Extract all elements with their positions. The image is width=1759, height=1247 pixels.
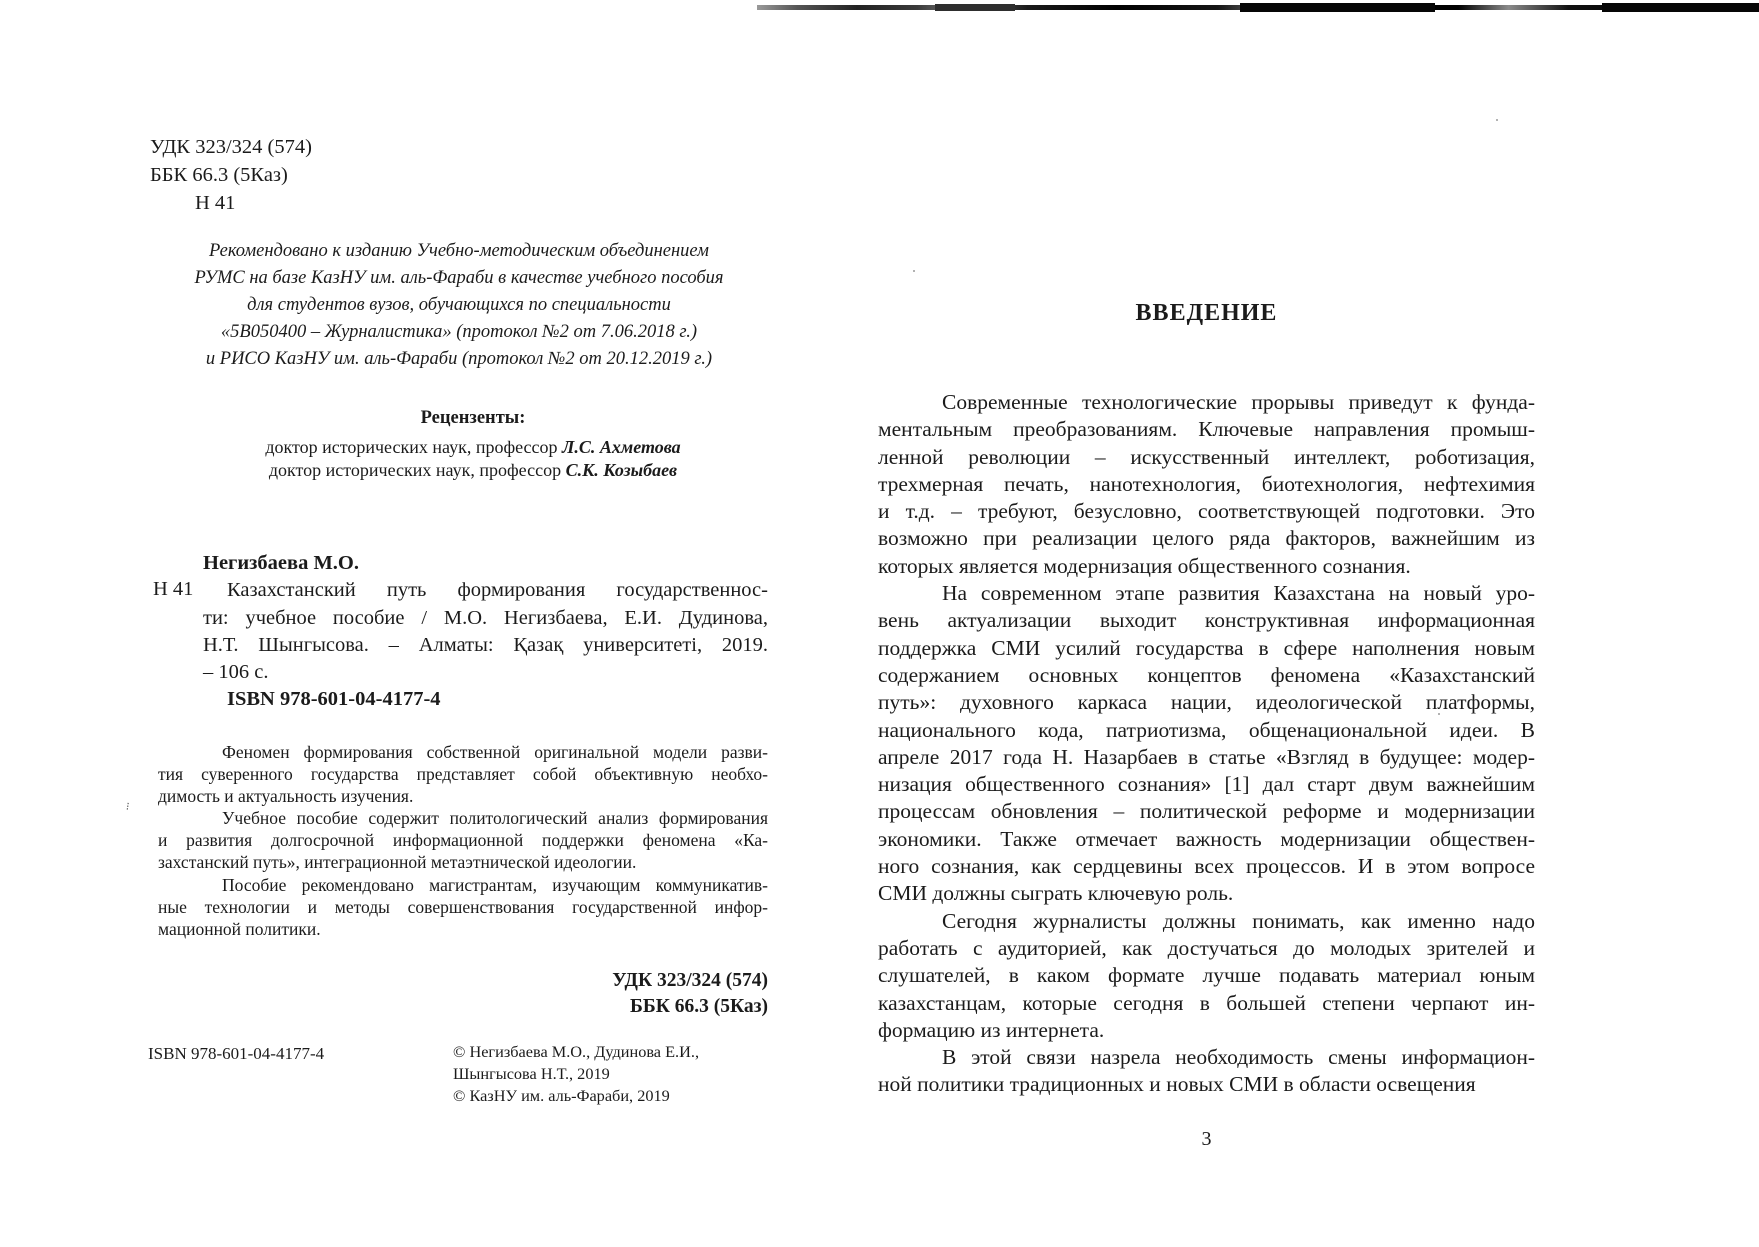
- recommendation-line: для студентов вузов, обучающихся по специальности: [247, 295, 671, 315]
- recommendation-line: и РИСО КазНУ им. аль-Фараби (протокол №2 от 20.12.2019 г.): [205, 349, 713, 369]
- annotation-paragraph: [158, 741, 768, 807]
- body-line: работать с аудиторией, как достучаться до молодых зрителей и: [878, 935, 1535, 960]
- recommendation-line: РУМС на базе КазНУ им. аль-Фараби в качестве учебного пособия: [194, 268, 724, 288]
- body-line: Сегодня журналисты должны понимать, как именно надо: [942, 908, 1535, 933]
- annotation-line: мационной политики.: [158, 918, 321, 939]
- chapter-body: [878, 389, 1535, 1099]
- author-sign-code: Н 41: [195, 192, 236, 214]
- annotation-line: Учебное пособие содержит политологический анализ формирования: [222, 808, 768, 829]
- body-line: низация общественного сознания» [1] дал старт двум важнейшим: [878, 772, 1535, 797]
- body-line: содержанием основных концептов феномена «Казахстанский: [878, 662, 1535, 687]
- body-paragraph: [878, 580, 1535, 908]
- annotation-line: ные технологии и методы совершенствования государственной инфор-: [158, 896, 768, 917]
- body-line: ной политики традиционных и новых СМИ в области освещения: [878, 1072, 1476, 1097]
- body-line: СМИ должны сыграть ключевую роль.: [878, 881, 1234, 906]
- reviewers-heading: Рецензенты:: [420, 408, 526, 428]
- body-line: слушателей, в каком формате лучше подавать материал юным: [878, 963, 1535, 988]
- bbk-code: ББК 66.3 (5Каз): [150, 164, 288, 186]
- body-line: и т.д. – требуют, безусловно, соответствующей подготовки. Это: [878, 499, 1535, 524]
- scan-edge-band-segment: [1240, 3, 1435, 12]
- annotation-line: Пособие рекомендовано магистрантам, изучающим коммуникатив-: [222, 874, 768, 895]
- annotation-paragraph: [158, 807, 768, 873]
- catalog-line: – 106 с.: [203, 661, 269, 684]
- catalog-author: Негизбаева М.О.: [203, 552, 359, 574]
- body-line: казахстанцам, которые сегодня в большей степени черпают ин-: [878, 990, 1535, 1015]
- annotation-paragraph: [158, 874, 768, 940]
- catalog-line: Казахстанский путь формирования государственнос-: [227, 579, 768, 602]
- annotation-line: тия суверенного государства представляет собой объективную необхо-: [158, 764, 768, 785]
- reviewer-entry: [164, 436, 782, 459]
- body-line: национального кода, патриотизма, общенациональной идеи. В: [878, 717, 1535, 742]
- bbk-code-bottom: ББК 66.3 (5Каз): [629, 996, 768, 1017]
- scan-edge-band-segment: [1602, 3, 1759, 12]
- reviewer-name: Л.С. Ахметова: [562, 437, 681, 457]
- annotation-line: димость и актуальность изучения.: [158, 786, 414, 807]
- isbn-bottom: ISBN 978-601-04-4177-4: [148, 1044, 325, 1063]
- body-line: трехмерная печать, нанотехнология, биотехнология, нефтехимия: [878, 471, 1535, 496]
- annotation-block: [158, 741, 768, 940]
- copyright-line: © Негизбаева М.О., Дудинова Е.И.,: [453, 1042, 700, 1061]
- annotation-line: и развития долгосрочной информационной поддержки феномена «Ка-: [158, 830, 768, 851]
- body-line: возможно при реализации целого ряда факторов, важнейшим из: [878, 526, 1535, 551]
- classification-codes-bottom: [400, 968, 768, 1020]
- body-paragraph: [878, 908, 1535, 1044]
- body-line: процессам обновления – политической реформе и модернизации: [878, 799, 1535, 824]
- page-number: 3: [1201, 1128, 1212, 1150]
- scan-speck: [913, 270, 915, 272]
- scan-speck: [1496, 119, 1498, 121]
- reviewers-block: [164, 407, 782, 482]
- recommendation-line: Рекомендовано к изданию Учебно-методическим объединением: [209, 241, 709, 261]
- body-line: путь»: духовного каркаса нации, идеологической платформы,: [878, 690, 1535, 715]
- body-line: апреле 2017 года Н. Назарбаев в статье «Взгляд в будущее: модер-: [878, 744, 1535, 769]
- body-line: вень актуализации выходит конструктивная информационная: [878, 608, 1535, 633]
- copyright-block: [453, 1041, 783, 1107]
- copyright-line: Шынгысова Н.Т., 2019: [453, 1064, 610, 1083]
- udc-code-bottom: УДК 323/324 (574): [612, 970, 768, 991]
- body-line: поддержка СМИ усилий государства в сфере наполнения новым: [878, 635, 1535, 660]
- udc-code: УДК 323/324 (574): [150, 136, 312, 158]
- catalog-card: [203, 550, 768, 714]
- recommendation-statement: [150, 238, 768, 373]
- recommendation-line: «5В050400 – Журналистика» (протокол №2 от 7.06.2018 г.): [220, 322, 698, 342]
- body-line: В этой связи назрела необходимость смены информацион-: [942, 1045, 1535, 1070]
- annotation-line: захстанский путь», интеграционной метаэтнической идеологии.: [158, 852, 637, 873]
- reviewer-degree: доктор исторических наук, профессор: [268, 460, 566, 480]
- chapter-heading: ВВЕДЕНИЕ: [1135, 300, 1278, 326]
- body-line: ленной революции – искусственный интеллект, роботизация,: [878, 444, 1535, 469]
- body-paragraph: [878, 389, 1535, 580]
- reviewer-name: С.К. Козыбаев: [565, 460, 678, 480]
- scan-artifact-dots: ⁝: [125, 800, 131, 814]
- body-line: формацию из интернета.: [878, 1017, 1105, 1042]
- body-line: Современные технологические прорывы приведут к фунда-: [942, 390, 1535, 414]
- catalog-line: ти: учебное пособие / М.О. Негизбаева, Е.И. Дудинова,: [203, 606, 768, 629]
- scan-edge-band-segment: [935, 4, 1015, 11]
- body-line: На современном этапе развития Казахстана на новый уро-: [942, 581, 1535, 606]
- annotation-line: Феномен формирования собственной оригинальной модели разви-: [222, 742, 768, 762]
- reviewer-entry: [164, 459, 782, 482]
- catalog-line: Н.Т. Шынгысова. – Алматы: Қазақ университеті, 2019.: [203, 633, 768, 656]
- classification-codes-top: [150, 133, 570, 217]
- copyright-line: © КазНУ им. аль-Фараби, 2019: [453, 1086, 670, 1105]
- body-line: ного сознания, как сердцевины всех процессов. И в этом вопросе: [878, 854, 1535, 879]
- body-line: экономики. Также отмечает важность модернизации обществен-: [878, 826, 1535, 851]
- body-line: которых является модернизация общественного сознания.: [878, 553, 1411, 578]
- body-paragraph: [878, 1044, 1535, 1099]
- catalog-isbn: ISBN 978-601-04-4177-4: [227, 688, 441, 711]
- reviewer-degree: доктор исторических наук, профессор: [265, 437, 563, 457]
- catalog-margin-code: Н 41: [153, 578, 194, 600]
- body-line: ментальным преобразованиям. Ключевые направления промыш-: [878, 417, 1535, 442]
